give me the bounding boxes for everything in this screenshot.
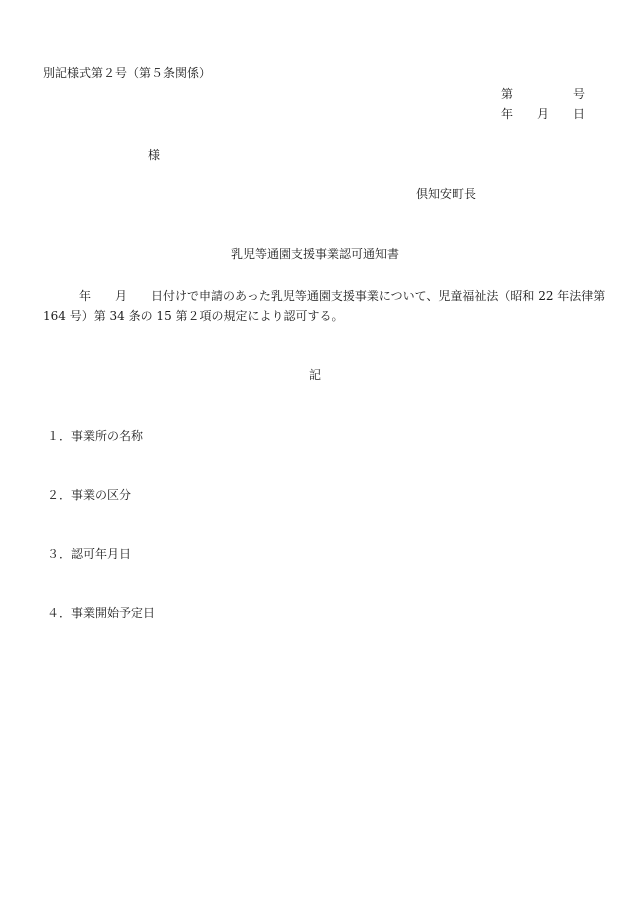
ki-heading: 記 (308, 368, 321, 382)
document-title: 乳児等通園支援事業認可通知書 (230, 247, 399, 261)
body-text-line: 164 号）第 34 条の 15 第２項の規定により認可する。 (43, 309, 344, 323)
list-item: ２．事業の区分 (47, 488, 132, 502)
document-date: 年 月 日 (500, 107, 585, 121)
list-item: １．事業所の名称 (47, 429, 144, 443)
list-item: ４．事業開始予定日 (47, 606, 156, 620)
body-text-line: 年 月 日付けで申請のあった乳児等通園支援事業について、児童福祉法（昭和 22 年法律第 (43, 289, 606, 303)
document-number: 第 号 (500, 87, 585, 101)
form-label: 別記様式第２号（第５条関係） (43, 66, 212, 80)
issuer: 倶知安町長 (415, 187, 476, 201)
list-item: ３．認可年月日 (47, 547, 132, 561)
addressee: 様 (148, 148, 161, 162)
